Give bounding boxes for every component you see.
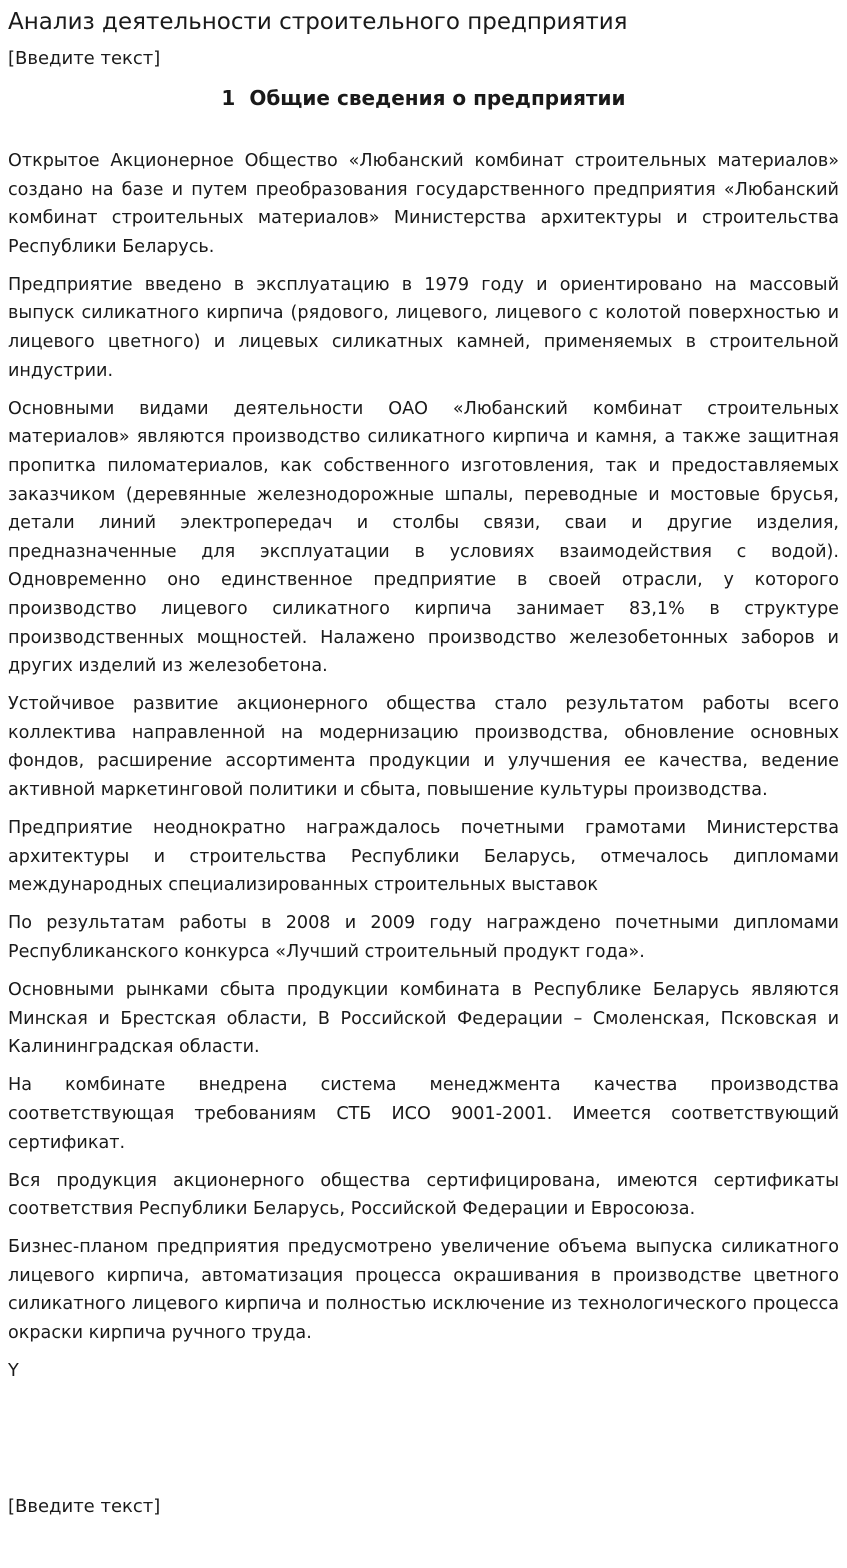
header-placeholder[interactable]: [Введите текст] bbox=[8, 48, 161, 69]
paragraph: Основными видами деятельности ОАО «Любанский комбинат строительных материалов» являются производство силикатного кирпича и камня, а также защитная пропитка пиломатериалов, как собственного изготовления, так и предоставляемых заказчиком (деревянные железнодорожные шпалы, переводные и мостовые брусья, детали линий электропередач и столбы связи, сваи и другие изделия, предназначенные для эксплуатации в условиях взаимодействия с водой). Одновременно оно единственное предприятие в своей отрасли, у которого производство лицевого силикатного кирпича занимает 83,1% в структуре производственных мощностей. Налажено производство железобетонных заборов и других изделий из железобетона. bbox=[8, 398, 839, 677]
section-number: 1 bbox=[221, 86, 236, 110]
paragraph: Предприятие неоднократно награждалось почетными грамотами Министерства архитектуры и строительства Республики Беларусь, отмечалось дипломами международных специализированных строительных выставок bbox=[8, 818, 839, 896]
section-heading bbox=[8, 83, 839, 113]
paragraph: Вся продукция акционерного общества сертифицирована, имеются сертификаты соответствия Республики Беларусь, Российской Федерации и Евросоюза. bbox=[8, 1170, 839, 1220]
paragraph: Y bbox=[8, 1361, 19, 1382]
paragraph: На комбинате внедрена система менеджмента качества производства соответствующая требованиям СТБ ИСО 9001-2001. Имеется соответствующий сертификат. bbox=[8, 1075, 839, 1153]
paragraph: По результатам работы в 2008 и 2009 году награждено почетными дипломами Республиканского конкурса «Лучший строительный продукт года». bbox=[8, 913, 839, 962]
paragraph: Предприятие введено в эксплуатацию в 1979 году и ориентировано на массовый выпуск силикатного кирпича (рядового, лицевого, лицевого с колотой поверхностью и лицевого цветного) и лицевых силикатных камней, применяемых в строительной индустрии. bbox=[8, 274, 839, 381]
paragraph: Основными рынками сбыта продукции комбината в Республике Беларусь являются Минская и Брестская области, В Российской Федерации – Смоленская, Псковская и Калининградская области. bbox=[8, 980, 839, 1058]
footer-placeholder[interactable]: [Введите текст] bbox=[8, 1496, 161, 1517]
section-title: Общие сведения о предприятии bbox=[249, 86, 626, 110]
paragraph: Устойчивое развитие акционерного общества стало результатом работы всего коллектива направленной на модернизацию производства, обновление основных фондов, расширение ассортимента продукции и улучшения ее качества, ведение активной маркетинговой политики и сбыта, повышение культуры производства. bbox=[8, 694, 839, 800]
paragraph: Открытое Акционерное Общество «Любанский комбинат строительных материалов» создано на базе и путем преобразования государственного предприятия «Любанский комбинат строительных материалов» Министерства архитектуры и строительства Республики Беларусь. bbox=[8, 151, 839, 257]
document-title: Анализ деятельности строительного предприятия bbox=[8, 9, 628, 35]
body-text bbox=[8, 147, 839, 1395]
paragraph: Бизнес-планом предприятия предусмотрено увеличение объема выпуска силикатного лицевого кирпича, автоматизация процесса окрашивания в производстве цветного силикатного лицевого кирпича и полностью исключение из технологического процесса окраски кирпича ручного труда. bbox=[8, 1237, 839, 1344]
